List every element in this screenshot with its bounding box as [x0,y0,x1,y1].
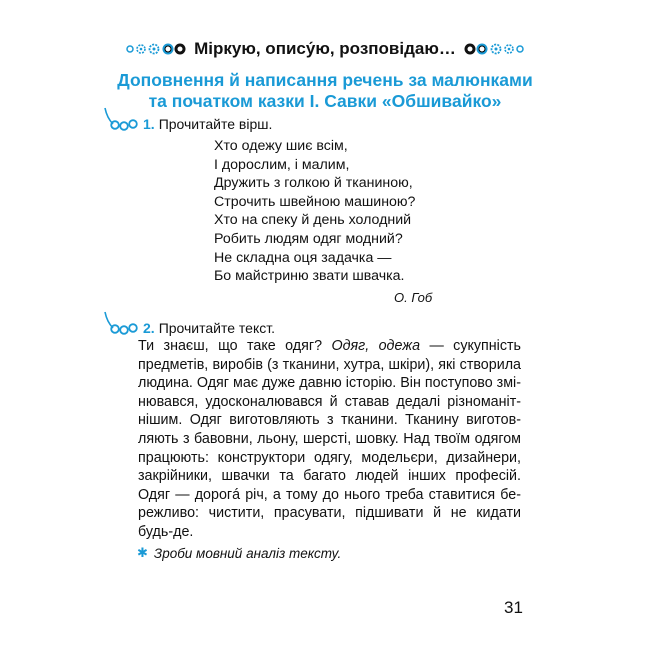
task-number: 2. [143,320,155,336]
ornament-right [464,41,526,57]
text-line: закрійники, швачки та багато людей інших професій. [138,468,521,485]
poem-author: О. Гоб [394,290,433,305]
text-line: нювався, удосконалювався й ставав дедалі різноманіт- [138,393,521,410]
text-line: нішим. Одяг виготовляють з тканини. Тканину виготов- [138,412,521,429]
poem-line: І дорослим, і малим, [214,156,350,173]
exercise-note [137,545,341,561]
text-line: Ти знаєш, що таке одяг? Одяг, одежа — сукупність [138,338,521,354]
note-text: Зроби мовний аналіз тексту. [153,545,342,561]
poem-line: Хто одежу шиє всім, [214,138,348,154]
text-line: режливо: чистити, прасувати, підшивати й не кидати [138,505,521,522]
text-line: працюють: конструктори одягу, модельєри, дизайнери, [138,449,521,466]
task-instruction: Прочитайте текст. [158,320,275,336]
poem-line: Бо майстриню звати швачка. [214,268,405,285]
poem-line: Дружить з голкою й тканиною, [214,175,413,192]
text-line: предметів, виробів (з тканини, хутра, шкіри), які створила [138,356,521,373]
lesson-title-line: та початком казки І. Савки «Обшивайко» [148,91,502,111]
poem-line: Строчить швейною машиною? [214,193,416,210]
task-2-header [103,308,275,336]
task-1-header [103,104,272,132]
task-instruction: Прочитайте вірш. [158,116,273,132]
bubbles-icon [103,308,139,336]
section-title: Міркую, опису́ю, розповідаю… [194,39,456,58]
bubbles-icon [103,104,139,132]
text-line: ляють з бавовни, льону, шерсті, шовку. Над твоїм одягом [138,430,521,447]
lesson-title-line: Доповнення й написання речень за малюнками [117,70,533,90]
poem-line: Робить людям одяг модний? [214,230,403,247]
text-paragraph [138,337,521,542]
italic-term: Одяг, одежа [331,338,421,354]
text-line: Одяг — дорогá річ, а тому до нього треба ставитися бе- [138,486,521,503]
poem [214,137,415,286]
section-header [110,36,540,62]
text-line: будь-де. [138,523,194,540]
text-line: людина. Одяг має дуже давню історію. Він поступово змі- [138,375,521,392]
poem-line: Не складна оця задачка — [214,249,392,266]
task-number: 1. [143,116,155,132]
page-number: 31 [504,598,523,617]
flower-ornament-icon [124,41,186,57]
star-icon: ✱ [137,545,148,560]
poem-line: Хто на спеку й день холодний [214,212,412,229]
ornament-left [124,41,186,57]
flower-ornament-icon [464,41,526,57]
